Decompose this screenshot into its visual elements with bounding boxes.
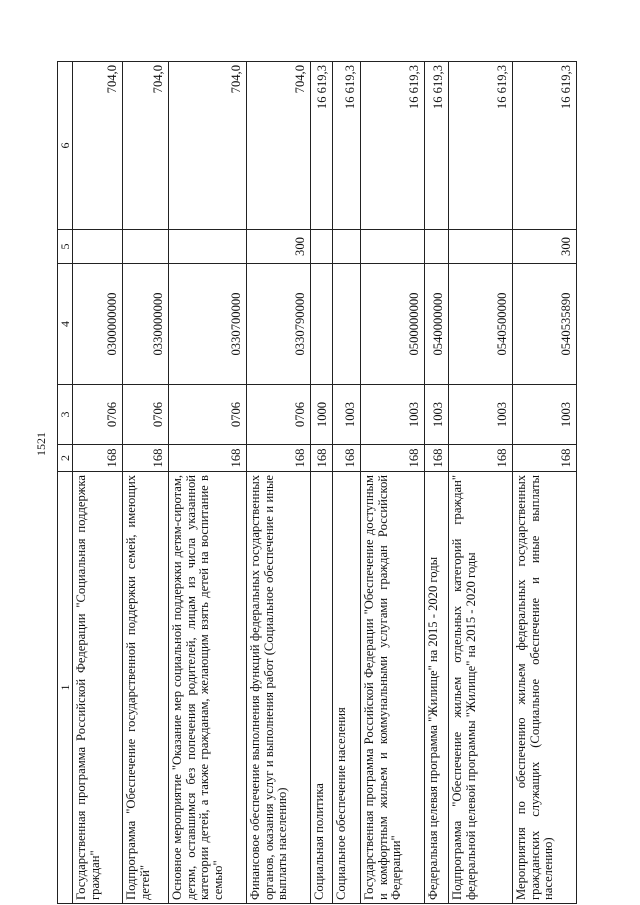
row-amount: 704,0 [73, 62, 123, 230]
row-amount: 16 619,3 [513, 62, 577, 230]
row-target-code: 0540000000 [425, 264, 449, 385]
row-section-code: 0706 [73, 385, 123, 445]
row-name: Подпрограмма "Обеспечение государственной поддержки семей, имеющих детей" [123, 472, 169, 904]
row-admin-code: 168 [123, 445, 169, 472]
row-amount: 16 619,3 [425, 62, 449, 230]
row-target-code: 0540535890 [513, 264, 577, 385]
row-admin-code: 168 [247, 445, 311, 472]
table-row [449, 62, 513, 904]
row-section-code: 1003 [513, 385, 577, 445]
row-target-code: 0300000000 [73, 264, 123, 385]
table-row [425, 62, 449, 904]
row-name: Мероприятия по обеспечению жильем федеральных государственных гражданских служащих (Социальное обеспечение и иные выплаты населению) [513, 472, 577, 904]
row-target-code: 0500000000 [361, 264, 425, 385]
row-section-code: 0706 [123, 385, 169, 445]
table-row [169, 62, 247, 904]
row-amount: 16 619,3 [333, 62, 361, 230]
row-target-code: 0540500000 [449, 264, 513, 385]
table-row [247, 62, 311, 904]
row-target-code: 0330700000 [169, 264, 247, 385]
row-type-code [333, 230, 361, 264]
row-type-code [73, 230, 123, 264]
header-col-4: 4 [58, 264, 73, 385]
row-amount: 704,0 [123, 62, 169, 230]
row-target-code [333, 264, 361, 385]
row-type-code [169, 230, 247, 264]
header-row [58, 62, 73, 904]
table-row [513, 62, 577, 904]
header-col-1: 1 [58, 472, 73, 904]
row-target-code [311, 264, 333, 385]
row-target-code: 0330790000 [247, 264, 311, 385]
table-row [73, 62, 123, 904]
row-name: Государственная программа Российской Федерации "Социальная поддержка граждан" [73, 472, 123, 904]
row-name: Финансовое обеспечение выполнения функций федеральных государственных органов, оказания услуг и выполнения работ (Социальное обеспечение и иные выплаты населению) [247, 472, 311, 904]
row-admin-code: 168 [449, 445, 513, 472]
table-row [333, 62, 361, 904]
row-admin-code: 168 [169, 445, 247, 472]
row-admin-code: 168 [311, 445, 333, 472]
table-row [361, 62, 425, 904]
header-col-5: 5 [58, 230, 73, 264]
table-row [311, 62, 333, 904]
row-type-code [123, 230, 169, 264]
row-type-code [449, 230, 513, 264]
row-admin-code: 168 [73, 445, 123, 472]
row-name: Государственная программа Российской Федерации "Обеспечение доступным и комфортным жильем и коммунальными услугами граждан Российской Федерации" [361, 472, 425, 904]
row-admin-code: 168 [333, 445, 361, 472]
row-name: Федеральная целевая программа "Жилище" на 2015 - 2020 годы [425, 472, 449, 904]
row-name: Социальная политика [311, 472, 333, 904]
row-section-code: 1003 [449, 385, 513, 445]
header-col-2: 2 [58, 445, 73, 472]
budget-table [57, 61, 577, 904]
row-type-code [311, 230, 333, 264]
table-row [123, 62, 169, 904]
row-section-code: 1003 [333, 385, 361, 445]
table-area [57, 62, 607, 904]
row-admin-code: 168 [361, 445, 425, 472]
row-name: Основное мероприятие "Оказание мер социальной поддержки детям-сиротам, детям, оставшимся без попечения родителей, лицам из числа указанной категории детей, а также гражданам, желающим взять детей на воспитание в семью" [169, 472, 247, 904]
row-name: Подпрограмма "Обеспечение жильем отдельных категорий граждан" федеральной целевой программы "Жилище" на 2015 - 2020 годы [449, 472, 513, 904]
row-type-code: 300 [247, 230, 311, 264]
row-section-code: 1003 [425, 385, 449, 445]
row-section-code: 1003 [361, 385, 425, 445]
row-type-code: 300 [513, 230, 577, 264]
row-type-code [361, 230, 425, 264]
row-target-code: 0330000000 [123, 264, 169, 385]
row-amount: 16 619,3 [449, 62, 513, 230]
page-number: 1521 [34, 432, 48, 456]
row-admin-code: 168 [425, 445, 449, 472]
row-amount: 16 619,3 [361, 62, 425, 230]
row-type-code [425, 230, 449, 264]
header-col-6: 6 [58, 62, 73, 230]
row-amount: 704,0 [247, 62, 311, 230]
header-col-3: 3 [58, 385, 73, 445]
row-section-code: 0706 [169, 385, 247, 445]
row-name: Социальное обеспечение населения [333, 472, 361, 904]
row-section-code: 0706 [247, 385, 311, 445]
row-amount: 16 619,3 [311, 62, 333, 230]
row-section-code: 1000 [311, 385, 333, 445]
row-amount: 704,0 [169, 62, 247, 230]
row-admin-code: 168 [513, 445, 577, 472]
rotated-table [57, 62, 607, 904]
